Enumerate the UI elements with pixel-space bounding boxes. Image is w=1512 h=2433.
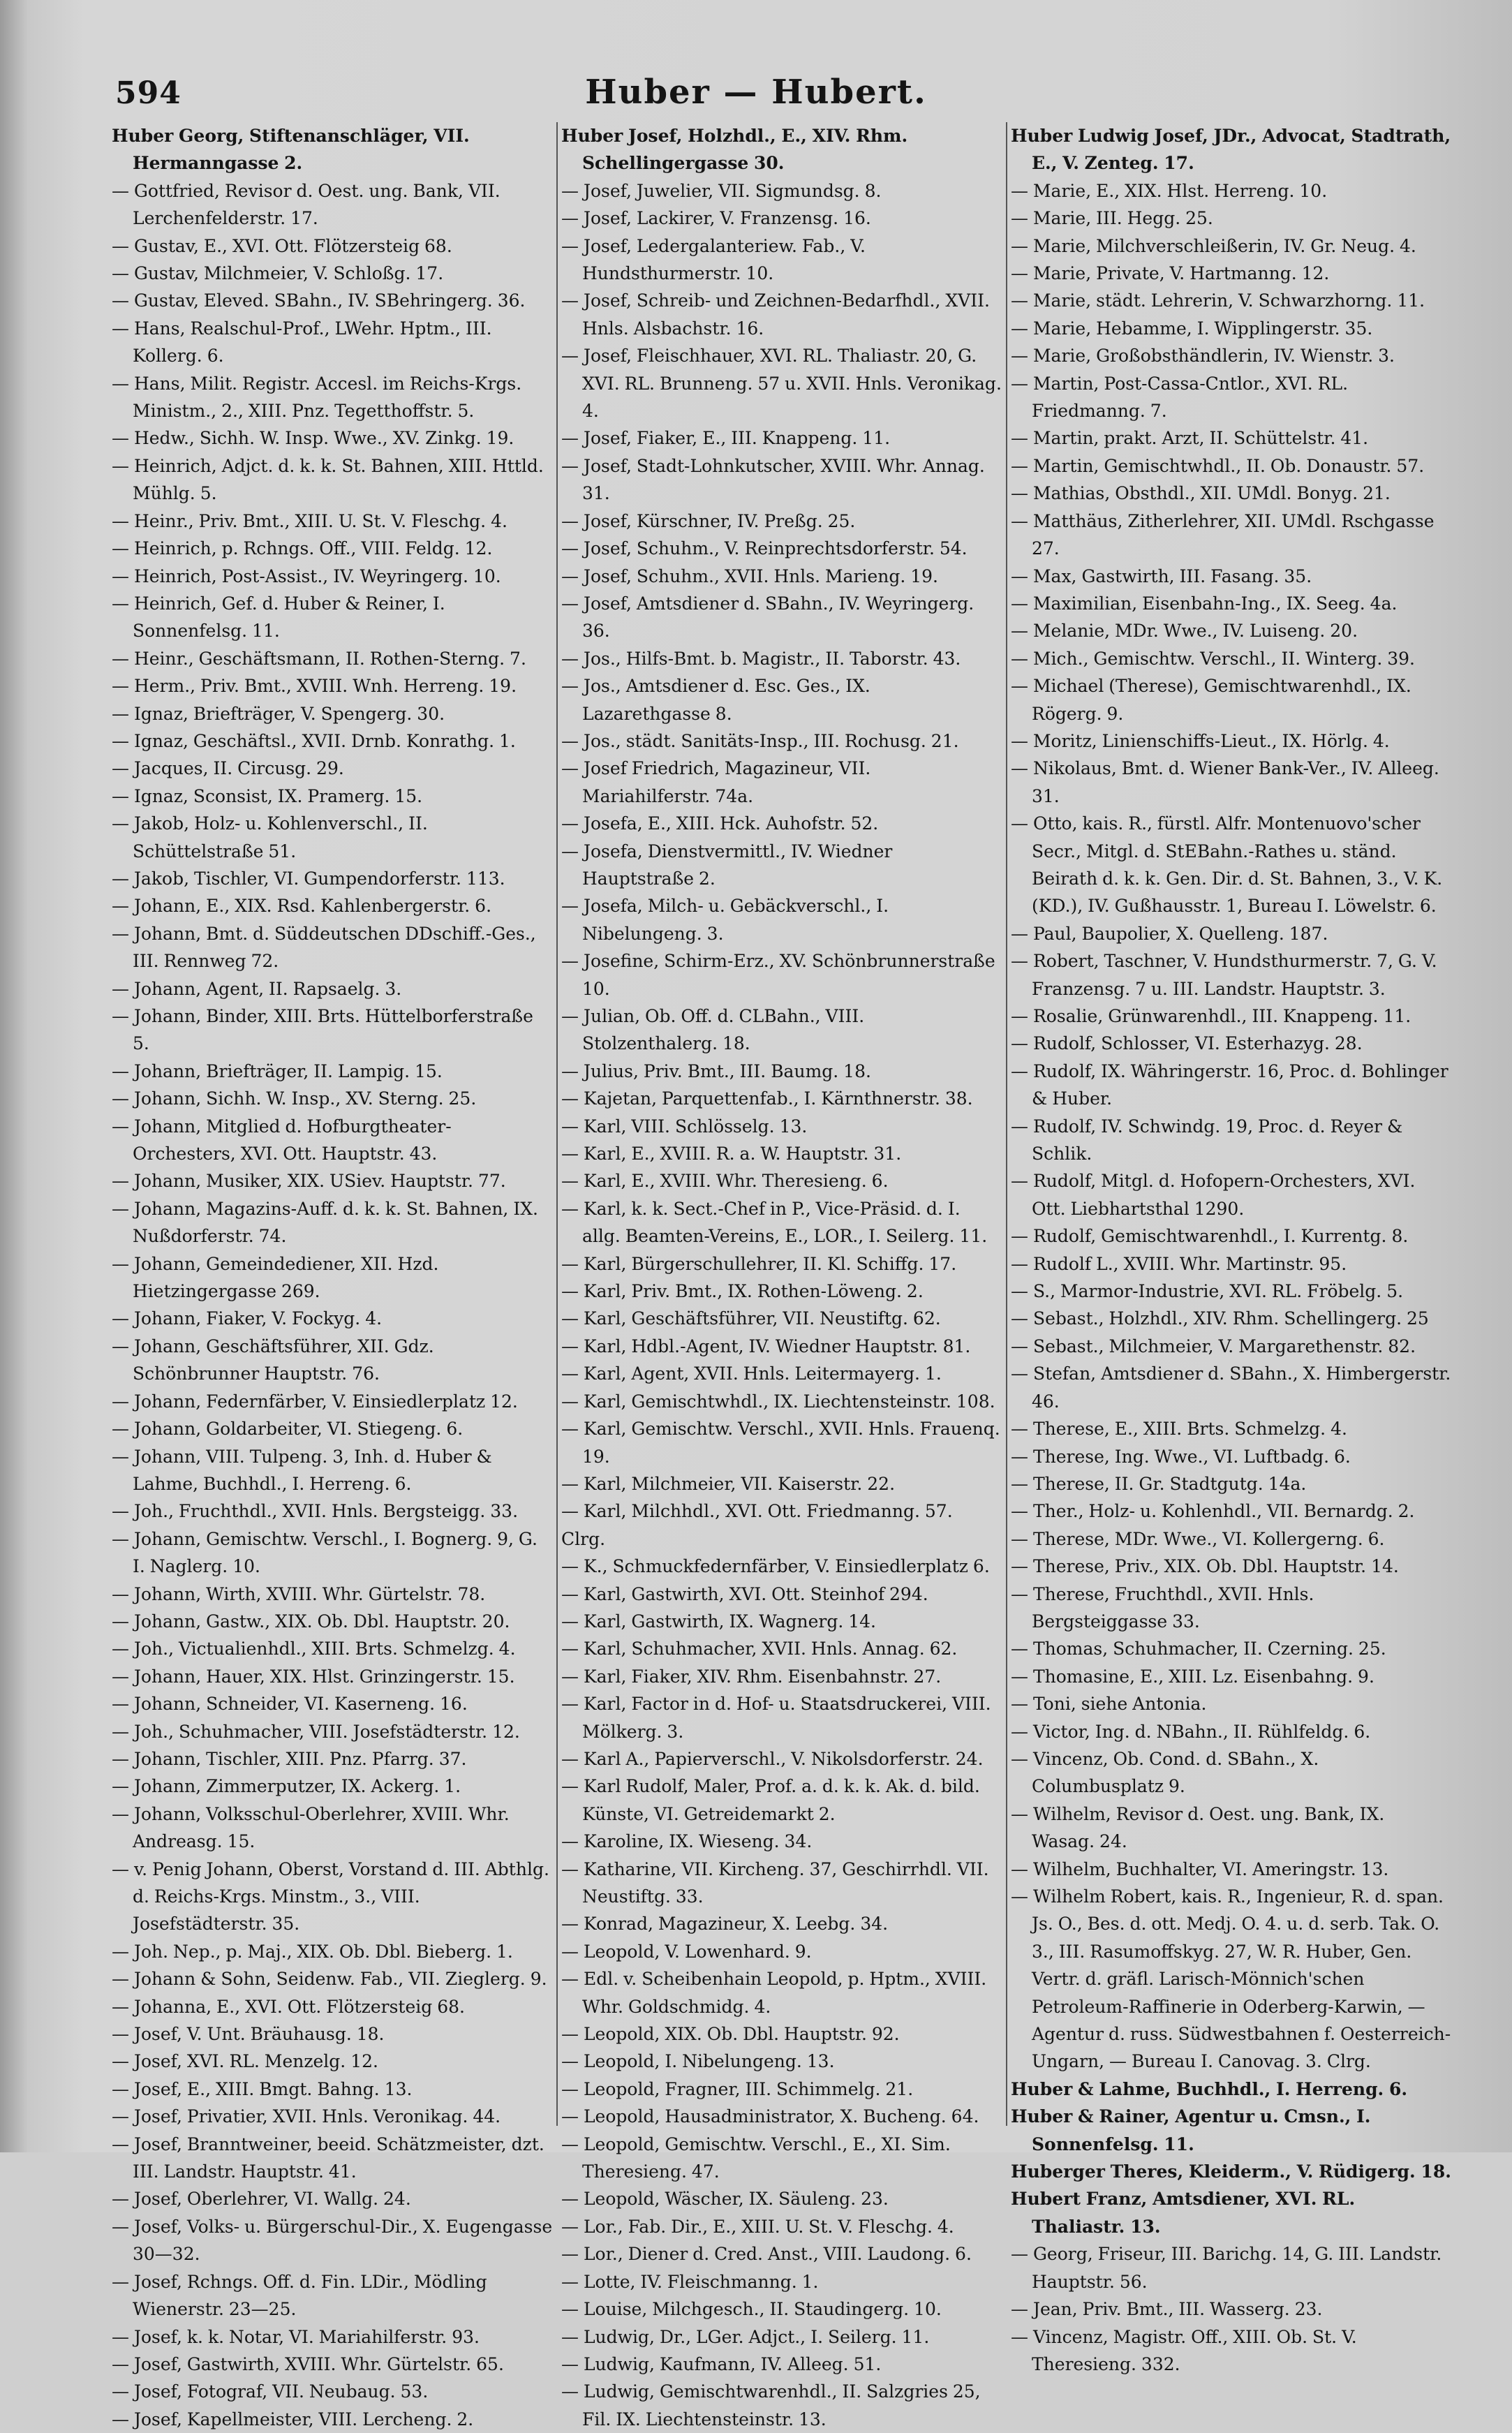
directory-entry: — Rosalie, Grünwarenhdl., III. Knappeng. 11. [1011, 1006, 1411, 1026]
directory-entry: — Toni, siehe Antonia. [1011, 1694, 1207, 1715]
directory-entry: — Johann, Bmt. d. Süddeutschen DDschiff.-Ges., III. Rennweg 72. [112, 923, 536, 972]
directory-entry: — Johann, Gastw., XIX. Ob. Dbl. Hauptstr. 20. [112, 1611, 510, 1632]
directory-entry: — Heinr., Geschäftsmann, II. Rothen-Sterng. 7. [112, 648, 526, 669]
directory-entry: — Johann, Sichh. W. Insp., XV. Sterng. 25. [112, 1088, 477, 1109]
directory-entry: — Josefa, Dienstvermittl., IV. Wiedner Hauptstraße 2. [561, 841, 893, 889]
entry-columns [112, 122, 1459, 2430]
directory-entry: — Karl, Hdbl.-Agent, IV. Wiedner Hauptstr. 81. [561, 1336, 971, 1356]
directory-entry: — Josef, Oberlehrer, VI. Wallg. 24. [112, 2189, 411, 2210]
directory-entry: — Johann, Wirth, XVIII. Whr. Gürtelstr. 78. [112, 1583, 486, 1604]
directory-entry: — Joh. Nep., p. Maj., XIX. Ob. Dbl. Bieberg. 1. [112, 1941, 513, 1962]
directory-entry: — Hedw., Sichh. W. Insp. Wwe., XV. Zinkg. 19. [112, 428, 514, 449]
directory-entry: — Hans, Realschul-Prof., LWehr. Hptm., III. Kollerg. 6. [112, 318, 492, 367]
directory-entry: — Melanie, MDr. Wwe., IV. Luiseng. 20. [1011, 621, 1358, 642]
directory-entry: — Victor, Ing. d. NBahn., II. Rühlfeldg. 6. [1011, 1721, 1371, 1742]
directory-entry: — Jos., städt. Sanitäts-Insp., III. Rochusg. 21. [561, 730, 959, 751]
directory-entry: — Ludwig, Dr., LGer. Adjct., I. Seilerg. 11. [561, 2326, 930, 2347]
directory-entry: — Karl, Milchhdl., XVI. Ott. Friedmanng. 57. [561, 1501, 953, 1522]
directory-entry: — Josef, Gastwirth, XVIII. Whr. Gürtelstr. 65. [112, 2353, 504, 2374]
directory-entry: — Stefan, Amtsdiener d. SBahn., X. Himbergerstr. 46. [1011, 1363, 1451, 1412]
directory-entry: — Konrad, Magazineur, X. Leebg. 34. [561, 1914, 889, 1935]
directory-entry: — Karl, Factor in d. Hof- u. Staatsdruckerei, VIII. Mölkerg. 3. [561, 1694, 991, 1742]
column-divider [1006, 122, 1007, 2126]
page-title: Huber — Hubert. [585, 73, 927, 112]
directory-entry: — Vincenz, Ob. Cond. d. SBahn., X. Columbusplatz 9. [1011, 1748, 1319, 1797]
directory-entry: — Karl, Milchmeier, VII. Kaiserstr. 22. [561, 1473, 896, 1494]
directory-entry: — Leopold, XIX. Ob. Dbl. Hauptstr. 92. [561, 2024, 900, 2045]
directory-entry: — Sebast., Milchmeier, V. Margarethenstr. 82. [1011, 1336, 1416, 1356]
directory-entry: — Maximilian, Eisenbahn-Ing., IX. Seeg. 4a. [1011, 593, 1398, 614]
directory-entry: — Josef, Ledergalanteriew. Fab., V. Hundsthurmerstr. 10. [561, 235, 866, 284]
directory-entry: — Johann, Zimmerputzer, IX. Ackerg. 1. [112, 1776, 461, 1797]
directory-entry: — Jean, Priv. Bmt., III. Wasserg. 23. [1011, 2299, 1323, 2320]
directory-entry: — Josef, V. Unt. Bräuhausg. 18. [112, 2024, 385, 2045]
directory-entry: — Marie, E., XIX. Hlst. Herreng. 10. [1011, 180, 1328, 201]
directory-entry: — Josef, Branntweiner, beeid. Schätzmeister, dzt. III. Landstr. Hauptstr. 41. [112, 2134, 544, 2182]
directory-entry: — Josef, Schuhm., XVII. Hnls. Marieng. 19. [561, 565, 938, 586]
directory-entry: — Josef, Fleischhauer, XVI. RL. Thaliastr. 20, G. XVI. RL. Brunneng. 57 u. XVII. Hnls. Veronikag. 4. [561, 346, 1002, 422]
directory-entry: — K., Schmuckfedernfärber, V. Einsiedlerplatz 6. [561, 1556, 990, 1577]
directory-entry: Hubert Franz, Amtsdiener, XVI. RL. Thaliastr. 13. [1011, 2189, 1356, 2237]
directory-entry: — Josefa, E., XIII. Hck. Auhofstr. 52. [561, 813, 879, 834]
directory-entry: — Karl, Fiaker, XIV. Rhm. Eisenbahnstr. 27. [561, 1666, 942, 1687]
directory-entry: — Jos., Hilfs-Bmt. b. Magistr., II. Taborstr. 43. [561, 648, 961, 669]
directory-entry: — Josef, Schuhm., V. Reinprechtsdorferstr. 54. [561, 538, 968, 559]
directory-entry: — Ludwig, Kaufmann, IV. Alleeg. 51. [561, 2353, 882, 2374]
directory-entry: — Marie, Private, V. Hartmanng. 12. [1011, 263, 1330, 284]
directory-entry: — Gustav, E., XVI. Ott. Flötzersteig 68. [112, 235, 452, 256]
directory-entry: — Kajetan, Parquettenfab., I. Kärnthnerstr. 38. [561, 1088, 973, 1109]
directory-entry: — Therese, E., XIII. Brts. Schmelzg. 4. [1011, 1419, 1347, 1440]
directory-entry: — Vincenz, Magistr. Off., XIII. Ob. St. V. Theresieng. 332. [1011, 2326, 1357, 2374]
directory-entry: — Martin, Post-Cassa-Cntlor., XVI. RL. Friedmanng. 7. [1011, 373, 1349, 422]
directory-entry: — Josef, Privatier, XVII. Hnls. Veronikag. 44. [112, 2106, 501, 2127]
directory-entry: — Johann, Federnfärber, V. Einsiedlerplatz 12. [112, 1391, 518, 1412]
directory-entry: Clrg. [561, 1528, 606, 1549]
directory-entry: — Heinrich, Post-Assist., IV. Weyringerg. 10. [112, 565, 501, 586]
directory-entry: — Karl, k. k. Sect.-Chef in P., Vice-Präsid. d. I. allg. Beamten-Vereins, E., LOR., I. Seilerg. 11. [561, 1198, 988, 1247]
directory-entry: — Karl, Agent, XVII. Hnls. Leitermayerg. 1. [561, 1363, 942, 1384]
directory-entry: — Johann, Volksschul-Oberlehrer, XVIII. Whr. Andreasg. 15. [112, 1803, 510, 1852]
directory-entry: — Josef, Rchngs. Off. d. Fin. LDir., Mödling Wienerstr. 23—25. [112, 2271, 487, 2320]
directory-entry: — Rudolf, Schlosser, VI. Esterhazyg. 28. [1011, 1033, 1363, 1054]
column-3 [1011, 122, 1452, 2374]
page-number: 594 [115, 75, 181, 111]
directory-entry: — Karl, Gemischtw. Verschl., XVII. Hnls. Frauenq. 19. [561, 1419, 1000, 1467]
directory-entry: — Josef, Amtsdiener d. SBahn., IV. Weyringerg. 36. [561, 593, 974, 642]
directory-entry: — Johann, VIII. Tulpeng. 3, Inh. d. Huber & Lahme, Buchhdl., I. Herreng. 6. [112, 1446, 492, 1494]
directory-entry: — Rudolf, Gemischtwarenhdl., I. Kurrentg. 8. [1011, 1226, 1409, 1247]
directory-entry: — Karl A., Papierverschl., V. Nikolsdorferstr. 24. [561, 1748, 984, 1769]
directory-entry: — Wilhelm, Revisor d. Oest. ung. Bank, IX. Wasag. 24. [1011, 1803, 1385, 1852]
directory-entry: — Hans, Milit. Registr. Accesl. im Reichs-Krgs. Ministm., 2., XIII. Pnz. Tegetthoffstr. 5. [112, 373, 522, 422]
directory-entry: — Ignaz, Geschäftsl., XVII. Drnb. Konrathg. 1. [112, 730, 516, 751]
directory-entry: — Gustav, Milchmeier, V. Schloßg. 17. [112, 263, 444, 284]
directory-entry: Huber & Rainer, Agentur u. Cmsn., I. Sonnenfelsg. 11. [1011, 2106, 1371, 2154]
directory-entry: — Leopold, I. Nibelungeng. 13. [561, 2051, 835, 2072]
directory-entry: — Joh., Schuhmacher, VIII. Josefstädterstr. 12. [112, 1721, 520, 1742]
directory-entry: — Johann, Briefträger, II. Lampig. 15. [112, 1060, 443, 1081]
directory-entry: — Josef, Kapellmeister, VIII. Lercheng. 2. [112, 2409, 474, 2430]
directory-entry: — Heinrich, Gef. d. Huber & Reiner, I. Sonnenfelsg. 11. [112, 593, 445, 642]
directory-entry: — Josef, Lackirer, V. Franzensg. 16. [561, 208, 871, 229]
column-divider [556, 122, 558, 2126]
directory-entry: — Louise, Milchgesch., II. Staudingerg. 10. [561, 2299, 942, 2320]
directory-entry: Huber Josef, Holzhdl., E., XIV. Rhm. Schellingergasse 30. [561, 126, 908, 174]
directory-entry: — Gottfried, Revisor d. Oest. ung. Bank, VII. Lerchenfelderstr. 17. [112, 180, 501, 229]
directory-entry: — Johann, Magazins-Auff. d. k. k. St. Bahnen, IX. Nußdorferstr. 74. [112, 1198, 538, 1247]
directory-entry: — Josef, Fiaker, E., III. Knappeng. 11. [561, 428, 891, 449]
directory-entry: — Karl, Priv. Bmt., IX. Rothen-Löweng. 2. [561, 1281, 924, 1302]
directory-entry: — Gustav, Eleved. SBahn., IV. SBehringerg. 36. [112, 290, 526, 311]
directory-entry: — Jos., Amtsdiener d. Esc. Ges., IX. Lazarethgasse 8. [561, 676, 870, 724]
column-2 [561, 122, 1002, 2430]
directory-entry: — Johann, Tischler, XIII. Pnz. Pfarrg. 37. [112, 1748, 467, 1769]
directory-entry: — Josef, Kürschner, IV. Preßg. 25. [561, 510, 856, 531]
directory-entry: — Thomas, Schuhmacher, II. Czerning. 25. [1011, 1639, 1386, 1659]
directory-entry: — Otto, kais. R., fürstl. Alfr. Montenuovo'scher Secr., Mitgl. d. StEBahn.-Rathes u. ständ. Beirath d. k. k. Gen. Dir. d. St. Bahnen, 3., V. K. (KD.), IV. Gußhausstr. 1, Bureau I. Löwelstr. 6. [1011, 813, 1443, 917]
directory-entry: — Therese, Ing. Wwe., VI. Luftbadg. 6. [1011, 1446, 1351, 1467]
directory-entry: — Johann, Binder, XIII. Brts. Hüttelborferstraße 5. [112, 1006, 533, 1054]
directory-entry: — Johann, Mitglied d. Hofburgtheater-Orchesters, XVI. Ott. Hauptstr. 43. [112, 1116, 452, 1164]
directory-entry: — Mich., Gemischtw. Verschl., II. Winterg. 39. [1011, 648, 1415, 669]
directory-entry: — Joh., Victualienhdl., XIII. Brts. Schmelzg. 4. [112, 1639, 516, 1659]
directory-entry: — Jakob, Holz- u. Kohlenverschl., II. Schüttelstraße 51. [112, 813, 428, 861]
directory-entry: — Josef, Volks- u. Bürgerschul-Dir., X. Eugengasse 30—32. [112, 2216, 553, 2265]
directory-entry: — Therese, MDr. Wwe., VI. Kollergerng. 6. [1011, 1528, 1385, 1549]
directory-entry: — Josef, Schreib- und Zeichnen-Bedarfhdl., XVII. Hnls. Alsbachstr. 16. [561, 290, 990, 339]
directory-entry: — Lor., Diener d. Cred. Anst., VIII. Laudong. 6. [561, 2244, 972, 2265]
directory-entry: — Josef, XVI. RL. Menzelg. 12. [112, 2051, 378, 2072]
directory-entry: — Heinrich, Adjct. d. k. k. St. Bahnen, XIII. Httld. Mühlg. 5. [112, 455, 544, 504]
directory-entry: — Leopold, Wäscher, IX. Säuleng. 23. [561, 2189, 889, 2210]
directory-entry: — Marie, städt. Lehrerin, V. Schwarzhorng. 11. [1011, 290, 1425, 311]
directory-entry: — Katharine, VII. Kircheng. 37, Geschirrhdl. VII. Neustiftg. 33. [561, 1858, 989, 1907]
directory-entry: — Matthäus, Zitherlehrer, XII. UMdl. Rschgasse 27. [1011, 510, 1435, 559]
directory-entry: — Johann, Agent, II. Rapsaelg. 3. [112, 978, 402, 999]
directory-entry: — Paul, Baupolier, X. Quelleng. 187. [1011, 923, 1328, 944]
directory-entry: Huber Ludwig Josef, JDr., Advocat, Stadtrath, E., V. Zenteg. 17. [1011, 126, 1451, 174]
directory-entry: — Karl, Schuhmacher, XVII. Hnls. Annag. 62. [561, 1639, 958, 1659]
directory-entry: — Jakob, Tischler, VI. Gumpendorferstr. 113. [112, 868, 505, 889]
directory-entry: — Leopold, Hausadministrator, X. Bucheng. 64. [561, 2106, 979, 2127]
directory-entry: — Ignaz, Sconsist, IX. Pramerg. 15. [112, 785, 423, 806]
directory-entry: — Karl, E., XVIII. R. a. W. Hauptstr. 31. [561, 1144, 902, 1164]
directory-entry: — Ther., Holz- u. Kohlenhdl., VII. Bernardg. 2. [1011, 1501, 1415, 1522]
directory-entry: — Nikolaus, Bmt. d. Wiener Bank-Ver., IV. Alleeg. 31. [1011, 758, 1439, 806]
directory-entry: — Marie, III. Hegg. 25. [1011, 208, 1213, 229]
directory-entry: — Johann & Sohn, Seidenw. Fab., VII. Zieglerg. 9. [112, 1969, 547, 1990]
directory-entry: — Max, Gastwirth, III. Fasang. 35. [1011, 565, 1312, 586]
directory-entry: — S., Marmor-Industrie, XVI. RL. Fröbelg. 5. [1011, 1281, 1404, 1302]
directory-entry: — Edl. v. Scheibenhain Leopold, p. Hptm., XVIII. Whr. Goldschmidg. 4. [561, 1969, 987, 2017]
directory-entry: — Julius, Priv. Bmt., III. Baumg. 18. [561, 1060, 871, 1081]
directory-entry: — Josefine, Schirm-Erz., XV. Schönbrunnerstraße 10. [561, 951, 995, 999]
directory-entry: — Rudolf, IV. Schwindg. 19, Proc. d. Reyer & Schlik. [1011, 1116, 1403, 1164]
directory-entry: — Heinr., Priv. Bmt., XIII. U. St. V. Fleschg. 4. [112, 510, 507, 531]
directory-entry: — Johann, E., XIX. Rsd. Kahlenbergerstr. 6. [112, 896, 492, 917]
directory-entry: — Karl, Gastwirth, IX. Wagnerg. 14. [561, 1611, 877, 1632]
directory-entry: — Herm., Priv. Bmt., XVIII. Wnh. Herreng. 19. [112, 676, 517, 697]
directory-entry: — Josef, Stadt-Lohnkutscher, XVIII. Whr. Annag. 31. [561, 455, 985, 504]
directory-entry: — Josef, k. k. Notar, VI. Mariahilferstr. 93. [112, 2326, 480, 2347]
directory-entry: — Moritz, Linienschiffs-Lieut., IX. Hörlg. 4. [1011, 730, 1390, 751]
directory-entry: — Josef Friedrich, Magazineur, VII. Mariahilferstr. 74a. [561, 758, 871, 806]
directory-entry: — Karl, Gastwirth, XVI. Ott. Steinhof 294. [561, 1583, 928, 1604]
directory-entry: Huberger Theres, Kleiderm., V. Rüdigerg. 18. [1011, 2161, 1451, 2182]
directory-entry: — Martin, Gemischtwhdl., II. Ob. Donaustr. 57. [1011, 455, 1425, 476]
directory-entry: — Martin, prakt. Arzt, II. Schüttelstr. 41. [1011, 428, 1369, 449]
page-header [0, 63, 1512, 119]
directory-entry: — Sebast., Holzhdl., XIV. Rhm. Schellingerg. 25 [1011, 1308, 1429, 1329]
directory-entry: — Josef, Juwelier, VII. Sigmundsg. 8. [561, 180, 882, 201]
directory-entry: — Ludwig, Gemischtwarenhdl., II. Salzgries 25, Fil. IX. Liechtensteinstr. 13. [561, 2381, 981, 2430]
directory-entry: Huber Georg, Stiftenanschläger, VII. Hermanngasse 2. [112, 126, 470, 174]
directory-entry: — Karoline, IX. Wieseng. 34. [561, 1831, 813, 1852]
directory-entry: — Karl, Geschäftsführer, VII. Neustiftg. 62. [561, 1308, 941, 1329]
directory-entry: — Therese, II. Gr. Stadtgutg. 14a. [1011, 1473, 1307, 1494]
column-1 [112, 122, 553, 2430]
directory-entry: — Leopold, Fragner, III. Schimmelg. 21. [561, 2078, 914, 2099]
directory-entry: — Heinrich, p. Rchngs. Off., VIII. Feldg. 12. [112, 538, 493, 559]
directory-entry: — Marie, Großobsthändlerin, IV. Wienstr. 3. [1011, 346, 1395, 367]
directory-entry: — Joh., Fruchthdl., XVII. Hnls. Bergsteigg. 33. [112, 1501, 519, 1522]
directory-entry: — Wilhelm, Buchhalter, VI. Ameringstr. 13. [1011, 1858, 1389, 1879]
directory-entry: — Rudolf, Mitgl. d. Hofopern-Orchesters, XVI. Ott. Liebhartsthal 1290. [1011, 1171, 1416, 1219]
directory-entry: — Johann, Gemischtw. Verschl., I. Bognerg. 9, G. I. Naglerg. 10. [112, 1528, 538, 1577]
directory-entry: — Thomasine, E., XIII. Lz. Eisenbahng. 9. [1011, 1666, 1374, 1687]
directory-entry: — Marie, Hebamme, I. Wipplingerstr. 35. [1011, 318, 1373, 339]
directory-entry: — Johann, Hauer, XIX. Hlst. Grinzingerstr. 15. [112, 1666, 515, 1687]
directory-entry: — Ignaz, Briefträger, V. Spengerg. 30. [112, 703, 445, 724]
directory-entry: — Karl, E., XVIII. Whr. Theresieng. 6. [561, 1171, 889, 1192]
directory-entry: — Josef, Fotograf, VII. Neubaug. 53. [112, 2381, 429, 2402]
directory-entry: — Johanna, E., XVI. Ott. Flötzersteig 68. [112, 1996, 465, 2017]
directory-entry: — Johann, Goldarbeiter, VI. Stiegeng. 6. [112, 1419, 464, 1440]
directory-entry: — Karl Rudolf, Maler, Prof. a. d. k. k. Ak. d. bild. Künste, VI. Getreidemarkt 2. [561, 1776, 980, 1824]
directory-entry: — Leopold, V. Lowenhard. 9. [561, 1941, 812, 1962]
directory-entry: — Lotte, IV. Fleischmanng. 1. [561, 2271, 819, 2292]
directory-entry: — v. Penig Johann, Oberst, Vorstand d. III. Abthlg. d. Reichs-Krgs. Minstm., 3., VIII. Josefstädterstr. 35. [112, 1858, 549, 1935]
directory-entry: — Therese, Priv., XIX. Ob. Dbl. Hauptstr. 14. [1011, 1556, 1399, 1577]
directory-entry: — Leopold, Gemischtw. Verschl., E., XI. Sim. Theresieng. 47. [561, 2134, 951, 2182]
directory-entry: — Johann, Musiker, XIX. USiev. Hauptstr. 77. [112, 1171, 506, 1192]
directory-entry: — Rudolf L., XVIII. Whr. Martinstr. 95. [1011, 1253, 1347, 1274]
directory-entry: — Julian, Ob. Off. d. CLBahn., VIII. Stolzenthalerg. 18. [561, 1006, 865, 1054]
directory-entry: — Rudolf, IX. Währingerstr. 16, Proc. d. Bohlinger & Huber. [1011, 1060, 1448, 1109]
directory-entry: — Johann, Geschäftsführer, XII. Gdz. Schönbrunner Hauptstr. 76. [112, 1336, 434, 1384]
directory-entry: — Therese, Fruchthdl., XVII. Hnls. Bergsteiggasse 33. [1011, 1583, 1314, 1632]
directory-entry: — Karl, Bürgerschullehrer, II. Kl. Schiffg. 17. [561, 1253, 957, 1274]
directory-entry: — Lor., Fab. Dir., E., XIII. U. St. V. Fleschg. 4. [561, 2216, 954, 2237]
directory-entry: — Robert, Taschner, V. Hundsthurmerstr. 7, G. V. Franzensg. 7 u. III. Landstr. Hauptstr. 3. [1011, 951, 1437, 999]
directory-entry: — Josefa, Milch- u. Gebäckverschl., I. Nibelungeng. 3. [561, 896, 889, 944]
directory-entry: — Josef, E., XIII. Bmgt. Bahng. 13. [112, 2078, 413, 2099]
directory-entry: — Georg, Friseur, III. Barichg. 14, G. III. Landstr. Hauptstr. 56. [1011, 2244, 1442, 2292]
directory-entry: — Karl, Gemischtwhdl., IX. Liechtensteinstr. 108. [561, 1391, 995, 1412]
directory-entry: — Karl, VIII. Schlösselg. 13. [561, 1116, 808, 1137]
directory-entry: — Wilhelm Robert, kais. R., Ingenieur, R. d. span. Js. O., Bes. d. ott. Medj. O. 4. u. d. serb. Tak. O. 3., III. Rasumoffskyg. 27, W. R. Huber, Gen. Vertr. d. gräfl. Larisch-Mönnich'schen Petroleum-Raffinerie in Oderberg-Karwin, — Agentur d. russ. Südwestbahnen f. Oesterreich-Ungarn, — Bureau I. Canovag. 3. Clrg. [1011, 1886, 1451, 2072]
directory-entry: — Mathias, Obsthdl., XII. UMdl. Bonyg. 21. [1011, 483, 1391, 504]
directory-entry: — Michael (Therese), Gemischtwarenhdl., IX. Rögerg. 9. [1011, 676, 1411, 724]
directory-entry: — Jacques, II. Circusg. 29. [112, 758, 344, 779]
directory-entry: — Marie, Milchverschleißerin, IV. Gr. Neug. 4. [1011, 235, 1416, 256]
directory-entry: Huber & Lahme, Buchhdl., I. Herreng. 6. [1011, 2078, 1408, 2099]
directory-entry: — Johann, Gemeindediener, XII. Hzd. Hietzingergasse 269. [112, 1253, 439, 1302]
directory-entry: — Johann, Schneider, VI. Kaserneng. 16. [112, 1694, 468, 1715]
directory-entry: — Johann, Fiaker, V. Fockyg. 4. [112, 1308, 383, 1329]
